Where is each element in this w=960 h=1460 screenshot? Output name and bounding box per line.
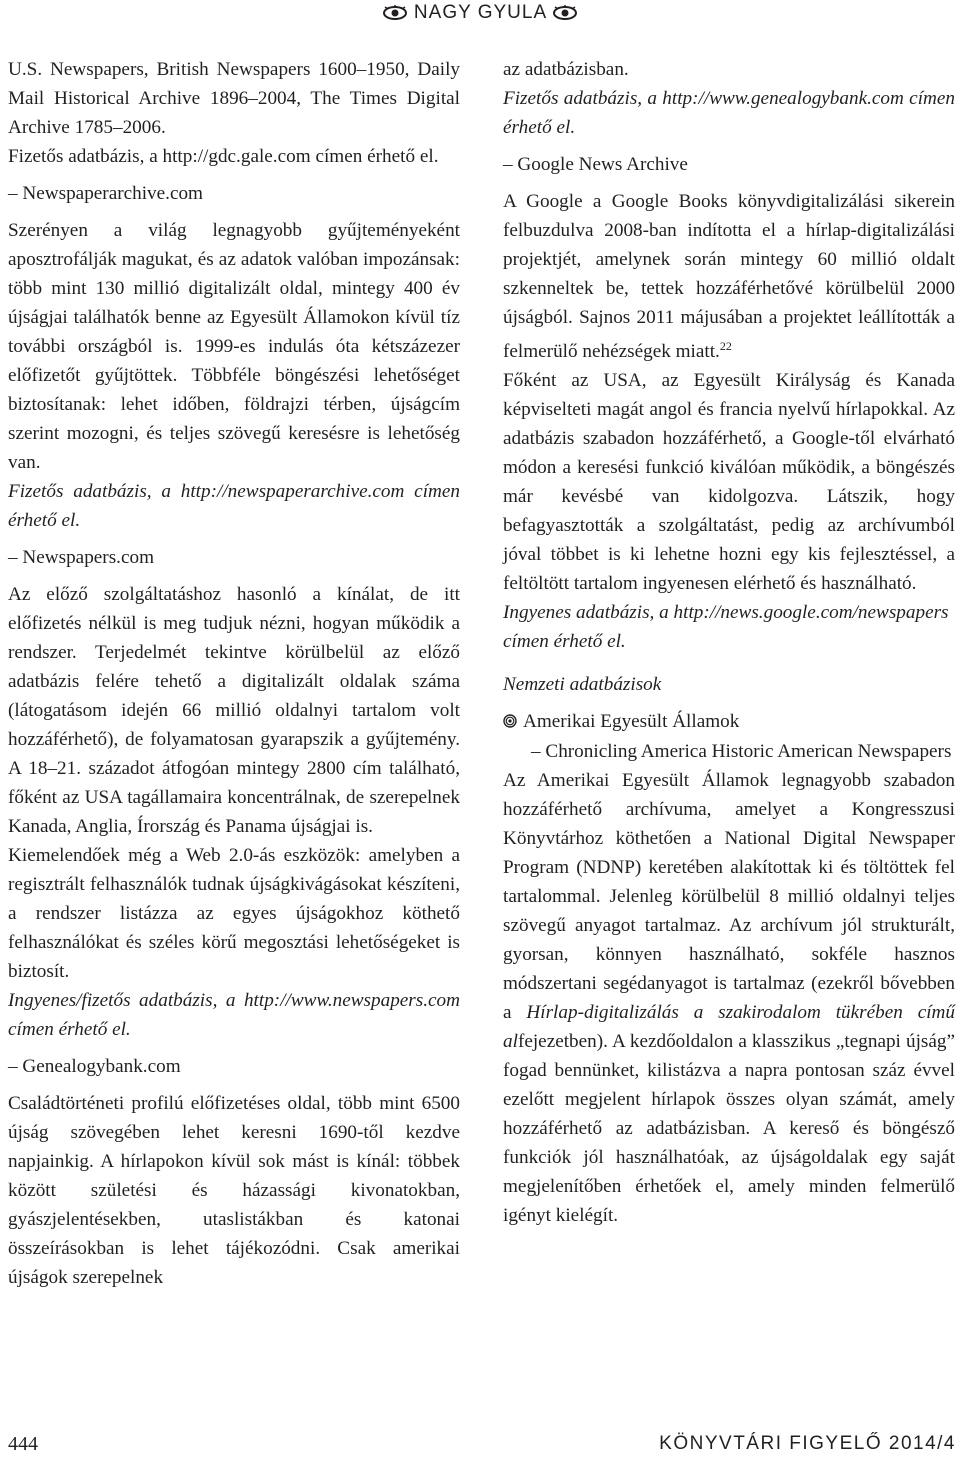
footnote-ref: 22 [719, 339, 732, 353]
google-body-2: Főként az USA, az Egyesült Királyság és Kanada képviselteti magát angol és francia nyelvű hírlapokkal. Az adatbázis szabadon hozzáférhető, a Google-től elvárható módon a keresési funkció kiválóan működik, a böngészés már kevésbé van kidolgozva. Látszik, hogy befagyasztották a szolgáltatást, pedig az archívumból jóval többet is ki lehetne hozni egy kis fejlesztéssel, a feltöltött tartalom ingyenesen elérhető és használható. [503, 370, 955, 594]
usa-body-b: fejezetben). A kezdőoldalon a klasszikus „tegnapi újság” fogad bennünket, kilistázva a napra pontosan száz évvel ezelőtt megjelent hírlapok összes olyan számát, amely hozzáférhető az adatbázisban. A kereső és böngésző funkciók jól használhatóak, az újságoldalak egy saját megjelenítőben érhetőek el, amely minden felmerülő igényt kielégít. [503, 1031, 955, 1226]
google-body-1 [503, 187, 955, 366]
left-column [8, 55, 460, 1292]
page-number: 444 [8, 1433, 38, 1455]
usa-body-a: Az Amerikai Egyesült Államok legnagyobb szabadon hozzáférhető archívuma, amelyet a Kongresszusi Könyvtárhoz köthetően a National Digital Newspaper Program (NDNP) keretében alakítottak ki és töltöttek fel tartalommal. Jelenleg körülbelül 8 millió oldalnyi teljes szövegű anyagot tartalmaz. Az archívum jól strukturált, gyorsan, könnyen használható, sokféle hasznos módszertani segédanyagot is tartalmaz (ezekről bővebben a [503, 770, 955, 1023]
usa-heading-text: Amerikai Egyesült Államok [523, 711, 740, 732]
journal-title: KÖNYVTÁRI FIGYELŐ 2014/4 [659, 1433, 956, 1454]
national-databases-heading: Nemzeti adatbázisok [503, 674, 662, 695]
chronicling-america-body [503, 766, 955, 1230]
running-header [372, 0, 588, 26]
google-access: Ingyenes adatbázis, a http://news.google.com/newspapers címen érhető el. [503, 602, 949, 652]
newspapers-body-2: Kiemelendőek még a Web 2.0-ás eszközök: amelyben a regisztrált felhasználók tudnak újságkivágásokat készíteni, a rendszer listázza az egyes újságokhoz köthető felhasználókat és széles körű megosztási lehetőségeket is biztosít. [8, 845, 460, 982]
newspaperarchive-access: Fizetős adatbázis, a http://newspaperarchive.com címen érhető el. [8, 481, 460, 531]
usa-body-italic: Hírlap-digitalizálás a szakirodalom tükrében című al [503, 1002, 955, 1052]
genealogybank-access: Fizetős adatbázis, a http://www.genealogybank.com címen érhető el. [503, 88, 955, 138]
google-heading: – Google News Archive [503, 154, 688, 175]
right-column [503, 55, 955, 1230]
newspaperarchive-heading: – Newspaperarchive.com [8, 183, 203, 204]
eye-icon [382, 3, 408, 29]
archive-list-paragraph: U.S. Newspapers, British Newspapers 1600–1950, Daily Mail Historical Archive 1896–2004, The Times Digital Archive 1785–2006. [8, 59, 460, 138]
newspapers-body-1: Az előző szolgáltatáshoz hasonló a kínálat, de itt előfizetés nélkül is meg tudjuk nézni, hogyan működik a rendszer. Terjedelmét tekintve körülbelül az előző adatbázis felére tehető a digitalizált oldalak száma (látogatásom idején 66 millió oldalnyi tartalom volt hozzáférhető), de folyamatosan gyarapszik a gyűjtemény. A 18–21. századot átfogóan mintegy 2800 cím található, főként az USA tagállamaira koncentrálnak, de szerepelnek Kanada, Anglia, Írország és Panama újságjai is. [8, 584, 460, 837]
genealogybank-body: Családtörténeti profilú előfizetéses oldal, több mint 6500 újság szövegében lehet keresni 1690-től kezdve napjainkig. A hírlapokon kívül sok mást is kínál: többek között születési és házassági kivonatokban, gyászjelentésekben, utaslistákban és katonai összeírásokban is lehet tájékozódni. Csak amerikai újságok szerepelnek [8, 1093, 460, 1288]
newspapers-access: Ingyenes/fizetős adatbázis, a http://www.newspapers.com címen érhető el. [8, 990, 460, 1040]
header-title: NAGY GYULA [413, 2, 547, 23]
archive-access-note: Fizetős adatbázis, a http://gdc.gale.com címen érhető el. [8, 146, 439, 167]
chronicling-america-heading: – Chronicling America Historic American Newspapers [531, 741, 952, 762]
genealogybank-heading: – Genealogybank.com [8, 1056, 181, 1077]
eye-icon [552, 3, 578, 29]
usa-heading [503, 707, 955, 737]
newspapers-heading: – Newspapers.com [8, 547, 154, 568]
continuation-text: az adatbázisban. [503, 59, 629, 80]
newspaperarchive-body: Szerényen a világ legnagyobb gyűjteményeként aposztrofálják magukat, és az adatok valóban impozánsak: több mint 130 millió digitalizált oldal, mintegy 400 év újságjai találhatók benne az Egyesült Államokon kívül tíz további országból is. 1999-es indulás óta kétszázezer előfizetőt gyűjtöttek. Többféle böngészési lehetőséget biztosítanak: lehet időben, földrajzi térben, újságcím szerint mozogni, és teljes szövegű keresésre is lehetőség van. [8, 220, 460, 473]
google-body-1-text: A Google a Google Books könyvdigitalizálási sikerein felbuzdulva 2008-ban indította el a hírlap-digitalizálási projektjét, amelynek során mintegy 60 millió oldalt szkenneltek be, tettek hozzáférhetővé körülbelül 2000 újságból. Sajnos 2011 májusában a projektet leállították a felmerülő nehézségek miatt. [503, 191, 955, 362]
bullseye-icon [503, 708, 517, 737]
